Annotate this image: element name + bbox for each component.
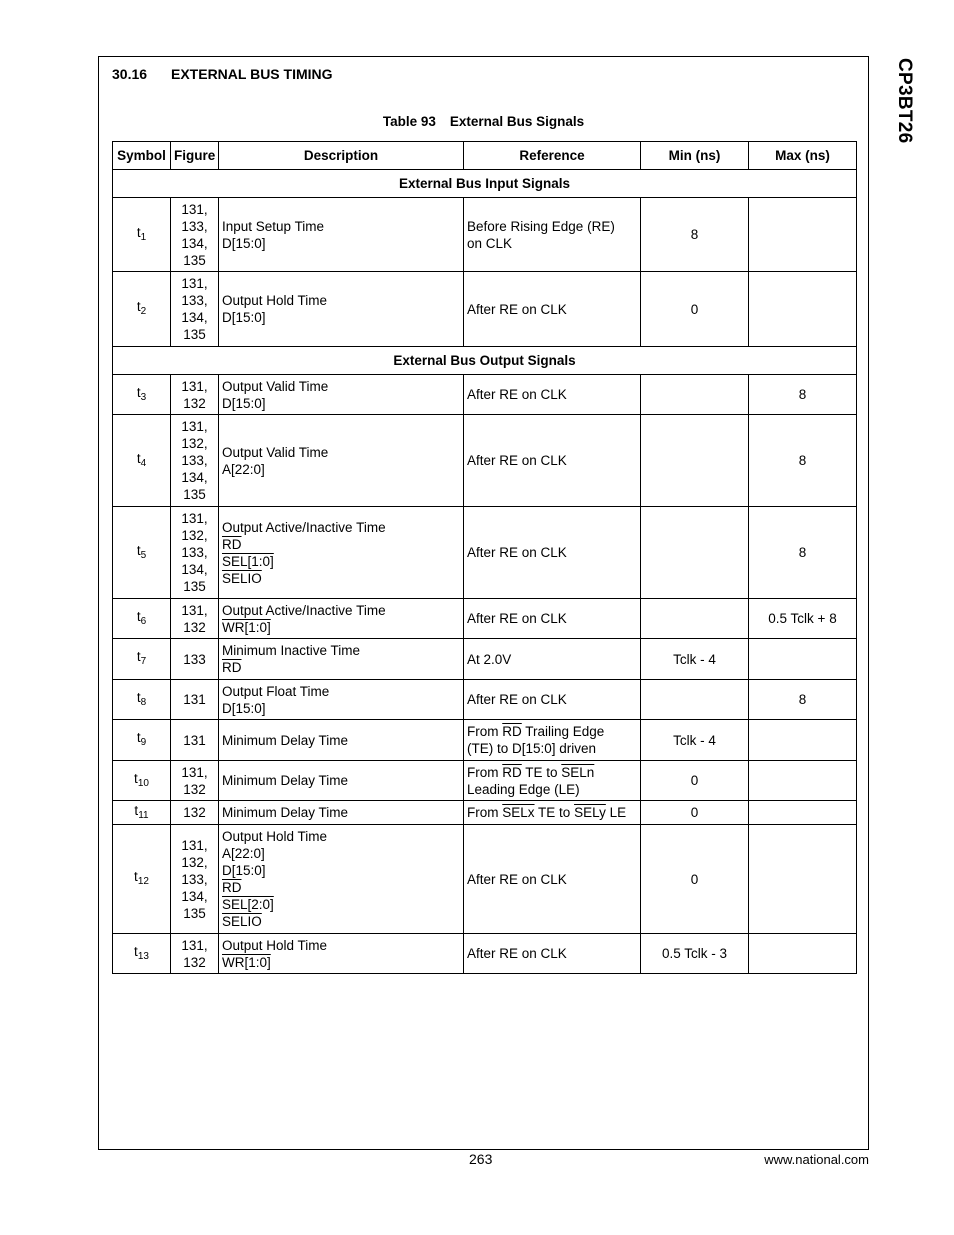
description-line xyxy=(222,444,460,461)
max-cell: 8 xyxy=(749,680,857,720)
symbol-subscript: 4 xyxy=(140,457,147,469)
description-cell xyxy=(219,761,464,801)
description-line xyxy=(222,378,460,395)
reference-text: TE to xyxy=(521,764,562,780)
description-cell xyxy=(219,507,464,599)
description-line xyxy=(222,519,460,536)
group-header-row xyxy=(113,347,857,375)
symbol-cell xyxy=(113,825,171,934)
reference-line xyxy=(467,544,637,561)
figure-ref: 131 xyxy=(183,692,206,707)
figure-ref: 135 xyxy=(183,579,206,594)
description-text: D[15:0] xyxy=(222,310,266,325)
description-text: Output Active/Inactive Time xyxy=(222,602,386,618)
external-bus-signals-table xyxy=(112,141,857,974)
reference-cell xyxy=(464,599,641,639)
active-low-signal: SELy xyxy=(574,805,606,820)
reference-text: on CLK xyxy=(467,235,513,251)
reference-line xyxy=(467,235,637,252)
symbol-cell xyxy=(113,375,171,415)
description-cell xyxy=(219,375,464,415)
figure-ref: 131, xyxy=(181,378,208,394)
symbol-cell xyxy=(113,599,171,639)
description-line xyxy=(222,309,460,326)
min-cell xyxy=(641,415,749,507)
description-line xyxy=(222,461,460,478)
description-cell xyxy=(219,639,464,680)
figure-ref: 134, xyxy=(181,235,208,251)
min-cell: 0 xyxy=(641,801,749,825)
figure-ref: 132 xyxy=(183,395,206,411)
symbol-cell xyxy=(113,507,171,599)
description-cell xyxy=(219,272,464,347)
description-line xyxy=(222,845,460,862)
max-cell xyxy=(749,761,857,801)
reference-line xyxy=(467,764,637,781)
reference-cell xyxy=(464,801,641,825)
reference-line xyxy=(467,610,637,627)
description-text: D[15:0] xyxy=(222,235,266,251)
reference-text: From xyxy=(467,764,503,780)
description-line xyxy=(222,642,460,659)
table-caption xyxy=(112,114,855,129)
symbol-cell xyxy=(113,415,171,507)
header-description: Description xyxy=(219,142,464,170)
header-max: Max (ns) xyxy=(749,142,857,170)
reference-text: After RE on CLK xyxy=(467,692,567,707)
figure-ref: 132, xyxy=(181,436,208,451)
symbol-subscript: 3 xyxy=(140,391,147,403)
description-cell xyxy=(219,415,464,507)
description-text: Minimum Inactive Time xyxy=(222,643,361,658)
description-line xyxy=(222,804,460,821)
description-cell xyxy=(219,720,464,761)
symbol-cell xyxy=(113,680,171,720)
reference-cell xyxy=(464,761,641,801)
reference-line xyxy=(467,301,637,318)
active-low-signal: SELIO xyxy=(222,914,262,929)
figure-ref: 132 xyxy=(183,619,206,635)
description-cell xyxy=(219,825,464,934)
description-cell xyxy=(219,599,464,639)
symbol-letter: t xyxy=(136,299,141,314)
min-cell: 0 xyxy=(641,825,749,934)
symbol-letter: t xyxy=(136,649,141,664)
active-low-signal: $\overline{RD}$ xyxy=(502,724,522,739)
active-low-signal: SELIO xyxy=(222,570,262,586)
figure-ref: 131, xyxy=(181,419,208,434)
description-text: A[22:0] xyxy=(222,846,265,861)
description-text: Output Float Time xyxy=(222,683,330,699)
table-row xyxy=(113,507,857,599)
figure-ref: 131, xyxy=(181,837,208,853)
symbol-cell xyxy=(113,801,171,825)
min-cell: 0 xyxy=(641,761,749,801)
active-low-signal: $\overline{RD}$ xyxy=(222,536,242,552)
header-min: Min (ns) xyxy=(641,142,749,170)
reference-cell xyxy=(464,720,641,761)
description-text: Minimum Delay Time xyxy=(222,805,349,820)
figure-ref: 133, xyxy=(181,871,208,887)
figure-ref: 133, xyxy=(181,218,208,234)
description-line xyxy=(222,913,460,930)
max-cell xyxy=(749,801,857,825)
description-line xyxy=(222,235,460,252)
symbol-letter: t xyxy=(136,608,141,624)
figure-ref: 131, xyxy=(181,276,208,291)
figure-cell xyxy=(171,415,219,507)
active-low-signal: $\overline{RD}$ xyxy=(222,660,242,675)
description-line xyxy=(222,570,460,587)
symbol-letter: t xyxy=(134,869,138,884)
reference-text: (TE) to D[15:0] driven xyxy=(467,741,597,756)
symbol-subscript: 7 xyxy=(140,656,147,667)
symbol-cell xyxy=(113,639,171,680)
table-row xyxy=(113,801,857,825)
reference-text: After RE on CLK xyxy=(467,611,567,626)
symbol-cell xyxy=(113,272,171,347)
reference-text: From xyxy=(467,805,503,820)
table-row xyxy=(113,825,857,934)
symbol-letter: t xyxy=(136,542,141,558)
description-line xyxy=(222,732,460,749)
active-low-signal: $\overline{RD}$ xyxy=(502,764,522,780)
description-line xyxy=(222,602,460,619)
table-body xyxy=(113,170,857,974)
reference-text: At 2.0V xyxy=(467,651,512,667)
website-url: www.national.com xyxy=(764,1152,869,1167)
max-cell: 8 xyxy=(749,415,857,507)
figure-ref: 135 xyxy=(183,487,206,502)
description-line xyxy=(222,772,460,789)
figure-cell xyxy=(171,272,219,347)
figure-ref: 131, xyxy=(181,764,208,780)
figure-ref: 134, xyxy=(181,888,208,904)
figure-ref: 135 xyxy=(183,905,206,921)
symbol-subscript: 5 xyxy=(140,549,147,561)
table-row xyxy=(113,599,857,639)
reference-cell xyxy=(464,507,641,599)
reference-cell xyxy=(464,680,641,720)
description-line xyxy=(222,292,460,309)
reference-text: After RE on CLK xyxy=(467,387,567,402)
description-cell xyxy=(219,801,464,825)
reference-cell xyxy=(464,198,641,272)
reference-text: Trailing Edge xyxy=(521,724,605,739)
figure-ref: 133 xyxy=(183,651,206,667)
reference-line xyxy=(467,651,637,668)
max-cell xyxy=(749,720,857,761)
table-row xyxy=(113,680,857,720)
table-row xyxy=(113,375,857,415)
description-line xyxy=(222,619,460,636)
figure-ref: 132, xyxy=(181,528,208,543)
active-low-signal: $\overline{RD}$ xyxy=(222,880,242,895)
symbol-subscript: 10 xyxy=(137,777,149,789)
symbol-letter: t xyxy=(136,384,141,400)
figure-cell xyxy=(171,825,219,934)
group-header-row xyxy=(113,170,857,198)
product-name: CP3BT26 xyxy=(894,58,915,144)
description-cell xyxy=(219,934,464,974)
reference-line xyxy=(467,871,637,888)
description-text: Input Setup Time xyxy=(222,218,325,234)
figure-cell xyxy=(171,934,219,974)
symbol-letter: t xyxy=(134,943,138,959)
figure-ref: 133, xyxy=(181,453,208,468)
description-line xyxy=(222,536,460,553)
description-text: D[15:0] xyxy=(222,395,266,411)
description-line xyxy=(222,659,460,676)
description-line xyxy=(222,937,460,954)
reference-line xyxy=(467,740,637,757)
section-heading xyxy=(112,66,333,82)
min-cell xyxy=(641,599,749,639)
description-text: Output Valid Time xyxy=(222,444,329,460)
description-text: Minimum Delay Time xyxy=(222,773,349,788)
symbol-subscript: 8 xyxy=(140,696,147,708)
reference-text: After RE on CLK xyxy=(467,453,567,468)
description-text: Output Hold Time xyxy=(222,829,328,844)
figure-ref: 131, xyxy=(181,511,208,526)
active-low-signal: SEL[2:0] xyxy=(222,897,274,912)
figure-ref: 132 xyxy=(183,805,206,820)
description-line xyxy=(222,395,460,412)
figure-cell xyxy=(171,599,219,639)
description-line xyxy=(222,862,460,879)
description-text: D[15:0] xyxy=(222,863,266,878)
description-line xyxy=(222,683,460,700)
figure-cell xyxy=(171,761,219,801)
description-line xyxy=(222,896,460,913)
description-line xyxy=(222,218,460,235)
symbol-subscript: 2 xyxy=(140,306,147,317)
description-text: Output Valid Time xyxy=(222,378,329,394)
figure-cell xyxy=(171,507,219,599)
figure-ref: 131, xyxy=(181,937,208,953)
symbol-subscript: 13 xyxy=(137,950,149,962)
min-cell: 0.5 Tclk - 3 xyxy=(641,934,749,974)
symbol-subscript: 11 xyxy=(138,809,149,821)
reference-cell xyxy=(464,375,641,415)
figure-cell xyxy=(171,639,219,680)
symbol-cell xyxy=(113,761,171,801)
figure-ref: 135 xyxy=(183,327,206,342)
header-reference: Reference xyxy=(464,142,641,170)
reference-line xyxy=(467,781,637,798)
reference-text: From xyxy=(467,724,503,739)
header-symbol: Symbol xyxy=(113,142,171,170)
reference-cell xyxy=(464,639,641,680)
description-text: Minimum Delay Time xyxy=(222,732,349,748)
description-line xyxy=(222,828,460,845)
description-line xyxy=(222,553,460,570)
active-low-signal: SELx xyxy=(502,805,535,820)
min-cell: 8 xyxy=(641,198,749,272)
reference-text: After RE on CLK xyxy=(467,946,567,961)
figure-cell xyxy=(171,801,219,825)
reference-text: LE xyxy=(605,805,627,820)
min-cell: 0 xyxy=(641,272,749,347)
description-cell xyxy=(219,198,464,272)
symbol-letter: t xyxy=(136,689,141,705)
reference-line xyxy=(467,945,637,962)
min-cell xyxy=(641,507,749,599)
description-text: D[15:0] xyxy=(222,700,266,716)
max-cell: 8 xyxy=(749,507,857,599)
table-row xyxy=(113,934,857,974)
figure-cell xyxy=(171,680,219,720)
figure-cell xyxy=(171,198,219,272)
figure-ref: 134, xyxy=(181,470,208,485)
symbol-subscript: 9 xyxy=(140,737,147,748)
min-cell xyxy=(641,680,749,720)
figure-ref: 133, xyxy=(181,545,208,560)
symbol-cell xyxy=(113,934,171,974)
max-cell xyxy=(749,272,857,347)
symbol-letter: t xyxy=(134,802,139,818)
figure-ref: 131, xyxy=(181,602,208,618)
min-cell: Tclk - 4 xyxy=(641,720,749,761)
active-low-signal: WR[1:0] xyxy=(222,954,271,970)
description-line xyxy=(222,879,460,896)
description-text: Output Hold Time xyxy=(222,937,328,953)
figure-ref: 134, xyxy=(181,562,208,577)
reference-line xyxy=(467,723,637,740)
section-title: EXTERNAL BUS TIMING xyxy=(171,66,333,82)
active-low-signal: WR[1:0] xyxy=(222,619,271,635)
reference-line xyxy=(467,691,637,708)
reference-line xyxy=(467,386,637,403)
group-title: External Bus Input Signals xyxy=(113,170,857,198)
reference-text: Leading Edge (LE) xyxy=(467,781,580,797)
min-cell: Tclk - 4 xyxy=(641,639,749,680)
description-line xyxy=(222,954,460,971)
active-low-signal: SELn xyxy=(561,764,595,780)
group-title: External Bus Output Signals xyxy=(113,347,857,375)
reference-line xyxy=(467,218,637,235)
max-cell xyxy=(749,639,857,680)
symbol-letter: t xyxy=(134,770,138,786)
figure-ref: 135 xyxy=(183,252,206,268)
section-number: 30.16 xyxy=(112,66,148,82)
table-row xyxy=(113,720,857,761)
active-low-signal: SEL[1:0] xyxy=(222,553,274,569)
figure-ref: 132 xyxy=(183,954,206,970)
figure-ref: 133, xyxy=(181,293,208,308)
page-number: 263 xyxy=(469,1151,493,1167)
description-line xyxy=(222,700,460,717)
min-cell xyxy=(641,375,749,415)
reference-text: After RE on CLK xyxy=(467,301,567,317)
symbol-cell xyxy=(113,720,171,761)
table-number: Table 93 xyxy=(382,114,436,129)
max-cell: 8 xyxy=(749,375,857,415)
description-text: Output Hold Time xyxy=(222,293,328,308)
reference-cell xyxy=(464,415,641,507)
reference-line xyxy=(467,452,637,469)
max-cell xyxy=(749,198,857,272)
description-text: A[22:0] xyxy=(222,461,265,477)
reference-cell xyxy=(464,272,641,347)
table-row xyxy=(113,198,857,272)
reference-line xyxy=(467,804,637,821)
table-row xyxy=(113,415,857,507)
symbol-subscript: 1 xyxy=(140,231,147,243)
table-row xyxy=(113,272,857,347)
symbol-letter: t xyxy=(136,730,141,745)
reference-cell xyxy=(464,825,641,934)
figure-ref: 131 xyxy=(183,732,206,748)
reference-text: After RE on CLK xyxy=(467,545,567,560)
figure-ref: 132, xyxy=(181,854,208,870)
max-cell: 0.5 Tclk + 8 xyxy=(749,599,857,639)
figure-cell xyxy=(171,375,219,415)
figure-ref: 134, xyxy=(181,310,208,325)
figure-ref: 131, xyxy=(181,201,208,217)
max-cell xyxy=(749,825,857,934)
max-cell xyxy=(749,934,857,974)
symbol-letter: t xyxy=(136,224,141,240)
description-cell xyxy=(219,680,464,720)
figure-ref: 132 xyxy=(183,781,206,797)
table-row xyxy=(113,639,857,680)
symbol-letter: t xyxy=(136,450,141,466)
header-figure: Figure xyxy=(171,142,219,170)
table-title: External Bus Signals xyxy=(449,114,585,129)
reference-text: After RE on CLK xyxy=(467,871,567,887)
figure-cell xyxy=(171,720,219,761)
reference-cell xyxy=(464,934,641,974)
table-header-row xyxy=(113,142,857,170)
symbol-cell xyxy=(113,198,171,272)
reference-text: Before Rising Edge (RE) xyxy=(467,218,615,234)
description-text: Output Active/Inactive Time xyxy=(222,519,386,535)
symbol-subscript: 6 xyxy=(140,615,147,627)
symbol-subscript: 12 xyxy=(137,876,149,887)
reference-text: TE to xyxy=(534,805,575,820)
table-row xyxy=(113,761,857,801)
